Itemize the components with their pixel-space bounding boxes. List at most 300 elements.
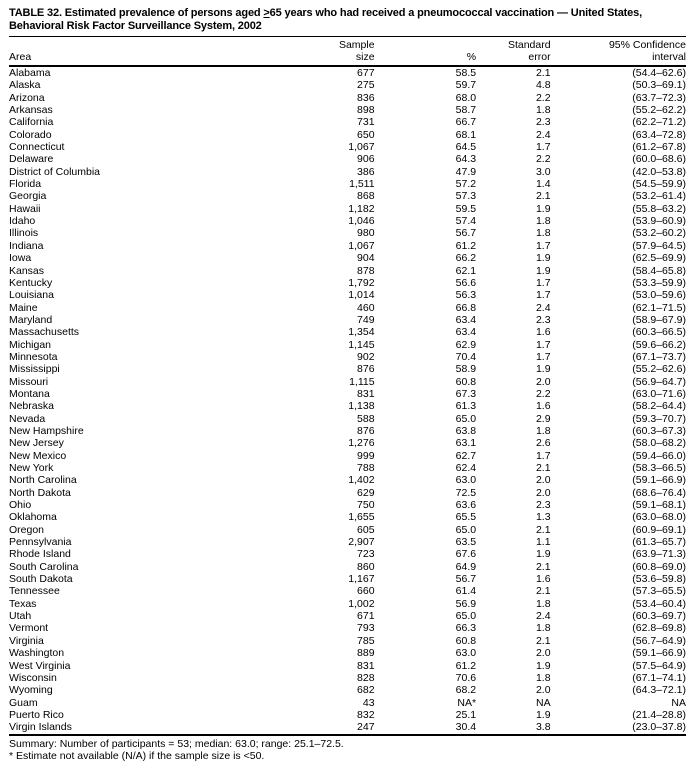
cell-std-error: 2.0 xyxy=(535,647,551,660)
cell-percent: 63.5 xyxy=(455,536,477,549)
table-row xyxy=(9,573,686,585)
table-row xyxy=(9,672,686,684)
table-title-line1 xyxy=(9,7,686,20)
cell-sample-size: 1,167 xyxy=(348,573,375,586)
cell-sample-size: 731 xyxy=(357,116,375,129)
cell-area: Virginia xyxy=(9,634,44,647)
cell-std-error: 2.1 xyxy=(535,462,551,474)
cell-confidence-interval: (57.9–64.5) xyxy=(632,239,686,252)
cell-sample-size: 832 xyxy=(357,708,375,721)
cell-area: New York xyxy=(9,462,54,474)
cell-std-error: 1.8 xyxy=(535,671,551,684)
cell-confidence-interval: (61.3–65.7) xyxy=(632,536,686,549)
title-text-before-geq: TABLE 32. Estimated prevalence of persons aged xyxy=(9,7,264,19)
cell-percent: 65.5 xyxy=(455,511,477,524)
cell-confidence-interval: (58.0–68.2) xyxy=(632,437,686,450)
cell-sample-size: 878 xyxy=(357,264,375,277)
table-row xyxy=(9,400,686,412)
cell-sample-size: 1,182 xyxy=(348,202,375,215)
cell-area: North Carolina xyxy=(9,474,77,487)
cell-std-error: 2.3 xyxy=(535,313,551,326)
cell-confidence-interval: (61.2–67.8) xyxy=(632,141,686,154)
cell-sample-size: 828 xyxy=(357,671,375,684)
cell-std-error: 1.8 xyxy=(535,424,551,437)
col-header-percent: % xyxy=(375,37,477,66)
cell-area: Indiana xyxy=(9,239,44,252)
table-row xyxy=(9,153,686,165)
table-row xyxy=(9,277,686,289)
cell-area: New Mexico xyxy=(9,449,67,462)
cell-area: Wisconsin xyxy=(9,671,57,684)
cell-confidence-interval: (53.3–59.9) xyxy=(632,276,686,289)
cell-area: Massachusetts xyxy=(9,326,80,339)
cell-sample-size: 660 xyxy=(357,585,375,598)
cell-area: Arkansas xyxy=(9,104,53,117)
cell-std-error: 2.1 xyxy=(535,560,551,573)
cell-percent: 68.0 xyxy=(455,91,477,104)
cell-percent: 58.5 xyxy=(455,67,477,79)
col-header-ci-line2: interval xyxy=(652,50,686,63)
cell-percent: 68.2 xyxy=(455,684,477,697)
cell-percent: 56.6 xyxy=(455,276,477,289)
cell-sample-size: 902 xyxy=(357,350,375,363)
cell-percent: 70.6 xyxy=(455,671,477,684)
cell-confidence-interval: (63.0–68.0) xyxy=(632,511,686,524)
table-row xyxy=(9,635,686,647)
cell-area: Washington xyxy=(9,647,65,660)
cell-std-error: 1.1 xyxy=(535,536,551,549)
cell-sample-size: 460 xyxy=(357,301,375,314)
cell-percent: 56.7 xyxy=(455,573,477,586)
cell-std-error: 2.3 xyxy=(535,499,551,512)
cell-std-error: 1.9 xyxy=(535,363,551,376)
table-row xyxy=(9,289,686,301)
cell-percent: 60.8 xyxy=(455,634,477,647)
cell-area: Minnesota xyxy=(9,350,58,363)
cell-area: Illinois xyxy=(9,227,39,240)
cell-confidence-interval: (53.2–61.4) xyxy=(632,190,686,203)
table-row xyxy=(9,450,686,462)
table-row xyxy=(9,561,686,573)
cell-confidence-interval: (58.2–64.4) xyxy=(632,400,686,413)
cell-sample-size: 876 xyxy=(357,363,375,376)
cell-std-error: 1.6 xyxy=(535,326,551,339)
cell-std-error: 2.1 xyxy=(535,67,551,79)
cell-sample-size: 831 xyxy=(357,659,375,672)
footnote-line: * Estimate not available (N/A) if the sample size is <50. xyxy=(9,749,265,762)
cell-area: New Hampshire xyxy=(9,424,84,437)
cell-confidence-interval: (62.2–71.2) xyxy=(632,116,686,129)
cell-std-error: 2.9 xyxy=(535,412,551,425)
cell-percent: 25.1 xyxy=(455,708,477,721)
cell-confidence-interval: (54.4–62.6) xyxy=(632,67,686,79)
table-row xyxy=(9,92,686,104)
cell-percent: 59.5 xyxy=(455,202,477,215)
cell-sample-size: 1,067 xyxy=(348,239,375,252)
table-row xyxy=(9,351,686,363)
cell-percent: 56.9 xyxy=(455,597,477,610)
cell-percent: 30.4 xyxy=(375,721,477,734)
cell-sample-size: 650 xyxy=(357,128,375,141)
cell-std-error: 1.7 xyxy=(535,350,551,363)
cell-sample-size: 749 xyxy=(357,313,375,326)
cell-percent: 59.7 xyxy=(455,79,477,92)
col-header-std-error-line1: Standard xyxy=(507,39,551,51)
cell-percent: 62.9 xyxy=(455,338,477,351)
cell-percent: 61.4 xyxy=(455,585,477,598)
cell-confidence-interval: (58.3–66.5) xyxy=(632,462,686,474)
cell-sample-size: 906 xyxy=(357,153,375,166)
cell-std-error: 2.0 xyxy=(535,375,551,388)
cell-percent: 63.1 xyxy=(455,437,477,450)
cell-sample-size: 788 xyxy=(357,462,375,474)
cell-percent: 63.0 xyxy=(455,647,477,660)
cell-percent: 62.7 xyxy=(455,449,477,462)
table-row xyxy=(9,302,686,314)
cell-percent: 61.3 xyxy=(455,400,477,413)
table-row xyxy=(9,166,686,178)
cell-area: Oklahoma xyxy=(9,511,57,524)
col-header-sample-size xyxy=(314,37,375,66)
cell-percent: 67.6 xyxy=(455,548,477,561)
cell-area: Kansas xyxy=(9,264,45,277)
cell-area: Tennessee xyxy=(9,585,60,598)
table-row xyxy=(9,413,686,425)
table-row xyxy=(9,660,686,672)
cell-std-error: 1.9 xyxy=(535,202,551,215)
cell-area: Utah xyxy=(9,610,32,623)
cell-area: Alabama xyxy=(9,67,51,79)
table-row xyxy=(9,474,686,486)
cell-std-error: 1.6 xyxy=(535,573,551,586)
table-row xyxy=(9,721,686,734)
cell-area: Louisiana xyxy=(9,289,54,302)
cell-sample-size: 785 xyxy=(357,634,375,647)
cell-percent: 63.4 xyxy=(455,326,477,339)
cell-confidence-interval: (55.2–62.6) xyxy=(632,363,686,376)
cell-percent: 66.8 xyxy=(455,301,477,314)
table-row xyxy=(9,511,686,523)
cell-percent: 60.8 xyxy=(455,375,477,388)
cell-sample-size: 836 xyxy=(357,91,375,104)
cell-percent: 64.5 xyxy=(455,141,477,154)
cell-sample-size: 904 xyxy=(357,252,375,265)
cell-area: Wyoming xyxy=(9,684,53,697)
table-row xyxy=(9,227,686,239)
table-row xyxy=(9,697,686,709)
cell-std-error: NA xyxy=(535,696,551,709)
cell-confidence-interval: (68.6–76.4) xyxy=(632,486,686,499)
table-row xyxy=(9,376,686,388)
cell-area: Pennsylvania xyxy=(9,536,72,549)
cell-std-error: 2.3 xyxy=(535,116,551,129)
cell-percent: 64.3 xyxy=(455,153,477,166)
cell-std-error: 1.9 xyxy=(535,264,551,277)
cell-sample-size: 980 xyxy=(357,227,375,240)
cell-sample-size: 1,145 xyxy=(348,338,375,351)
cell-area: Puerto Rico xyxy=(9,708,64,721)
cell-percent: 63.0 xyxy=(455,474,477,487)
cell-std-error: 1.8 xyxy=(535,597,551,610)
table-row xyxy=(9,647,686,659)
cell-std-error: 1.6 xyxy=(535,400,551,413)
cell-std-error: 1.9 xyxy=(535,548,551,561)
cell-sample-size: 605 xyxy=(357,523,375,536)
cell-std-error: 1.8 xyxy=(535,227,551,240)
cell-std-error: 2.0 xyxy=(535,486,551,499)
table-row xyxy=(9,610,686,622)
cell-std-error: 2.2 xyxy=(535,153,551,166)
table-row xyxy=(9,536,686,548)
cell-sample-size: 677 xyxy=(357,67,375,79)
table-row xyxy=(9,487,686,499)
cell-percent: 61.2 xyxy=(455,659,477,672)
cell-confidence-interval: (55.8–63.2) xyxy=(632,202,686,215)
cell-percent: 66.2 xyxy=(455,252,477,265)
cell-sample-size: 588 xyxy=(357,412,375,425)
cell-std-error: 2.4 xyxy=(535,128,551,141)
cell-percent: 70.4 xyxy=(455,350,477,363)
cell-confidence-interval: (58.9–67.9) xyxy=(632,313,686,326)
cell-confidence-interval: (62.5–69.9) xyxy=(632,252,686,265)
table-row xyxy=(9,437,686,449)
cell-confidence-interval: (60.0–68.6) xyxy=(632,153,686,166)
cell-area: West Virginia xyxy=(9,659,71,672)
table-row xyxy=(9,499,686,511)
cell-confidence-interval: (60.9–69.1) xyxy=(632,523,686,536)
cell-sample-size: 889 xyxy=(357,647,375,660)
cell-area: Mississippi xyxy=(9,363,60,376)
cell-std-error: 1.7 xyxy=(535,449,551,462)
cell-confidence-interval: (59.1–66.9) xyxy=(632,647,686,660)
cell-sample-size: 999 xyxy=(357,449,375,462)
cell-percent: 62.1 xyxy=(455,264,477,277)
cell-std-error: 1.3 xyxy=(535,511,551,524)
cell-area: District of Columbia xyxy=(9,165,101,178)
cell-std-error: 1.7 xyxy=(535,239,551,252)
cell-area: Nevada xyxy=(9,412,46,425)
cell-area: New Jersey xyxy=(9,437,64,450)
cell-percent: 56.3 xyxy=(455,289,477,302)
cell-confidence-interval: NA xyxy=(671,696,686,709)
cell-area: South Carolina xyxy=(9,560,79,573)
cell-sample-size: 1,115 xyxy=(349,375,375,388)
cell-sample-size: 1,511 xyxy=(349,178,375,191)
cell-area: Georgia xyxy=(9,190,47,203)
col-header-std-error xyxy=(476,37,550,66)
cell-std-error: 1.8 xyxy=(535,215,551,228)
cell-percent: 72.5 xyxy=(455,486,477,499)
cell-confidence-interval: (53.2–60.2) xyxy=(632,227,686,240)
cell-percent: 68.1 xyxy=(455,128,477,141)
cell-confidence-interval: (59.1–68.1) xyxy=(632,499,686,512)
cell-area: Maine xyxy=(9,301,38,314)
table-row xyxy=(9,585,686,597)
table-row xyxy=(9,388,686,400)
cell-sample-size: 386 xyxy=(357,165,375,178)
cell-std-error: 3.8 xyxy=(476,721,550,734)
cell-percent: NA* xyxy=(457,696,477,709)
cell-confidence-interval: (67.1–74.1) xyxy=(632,671,686,684)
cell-sample-size: 1,002 xyxy=(348,597,375,610)
table-body xyxy=(9,66,686,735)
table-row xyxy=(9,203,686,215)
cell-sample-size: 247 xyxy=(314,721,375,734)
table-title-line2: Behavioral Risk Factor Surveillance System, 2002 xyxy=(9,20,262,32)
title-text-after-geq: 65 years who had received a pneumococcal vaccination — United States, xyxy=(269,7,643,19)
cell-area: Connecticut xyxy=(9,141,65,154)
cell-std-error: 2.0 xyxy=(535,684,551,697)
cell-percent: 57.3 xyxy=(455,190,477,203)
cell-sample-size: 1,655 xyxy=(348,511,375,524)
cell-confidence-interval: (56.7–64.9) xyxy=(632,634,686,647)
cell-std-error: 1.9 xyxy=(535,252,551,265)
table-row xyxy=(9,215,686,227)
prevalence-table xyxy=(9,37,686,736)
cell-std-error: 1.8 xyxy=(535,104,551,117)
cell-area: California xyxy=(9,116,54,129)
cell-area: Iowa xyxy=(9,252,32,265)
cell-area: North Dakota xyxy=(9,486,71,499)
col-header-sample-size-line2: size xyxy=(355,50,375,63)
table-row xyxy=(9,622,686,634)
cell-std-error: 1.9 xyxy=(535,659,551,672)
cell-confidence-interval: (63.7–72.3) xyxy=(632,91,686,104)
cell-area: Montana xyxy=(9,387,50,400)
cell-area: Oregon xyxy=(9,523,45,536)
cell-area: Hawaii xyxy=(9,202,41,215)
cell-area: Ohio xyxy=(9,499,32,512)
geq-symbol: > xyxy=(263,7,270,19)
cell-area: Vermont xyxy=(9,622,49,635)
cell-percent: 65.0 xyxy=(455,610,477,623)
cell-confidence-interval: (60.3–66.5) xyxy=(632,326,686,339)
cell-percent: 66.3 xyxy=(455,622,477,635)
table-row xyxy=(9,104,686,116)
cell-area: Maryland xyxy=(9,313,53,326)
table-row xyxy=(9,339,686,351)
table-header xyxy=(9,37,686,66)
cell-area: Kentucky xyxy=(9,276,53,289)
table-row xyxy=(9,709,686,721)
cell-sample-size: 275 xyxy=(357,79,375,92)
cell-confidence-interval: (50.3–69.1) xyxy=(632,79,686,92)
cell-sample-size: 831 xyxy=(357,387,375,400)
cell-confidence-interval: (57.5–64.9) xyxy=(632,659,686,672)
cell-std-error: 1.7 xyxy=(535,289,551,302)
table-row xyxy=(9,425,686,437)
cell-percent: 47.9 xyxy=(455,165,477,178)
cell-confidence-interval: (57.3–65.5) xyxy=(632,585,686,598)
cell-std-error: 2.1 xyxy=(535,523,551,536)
cell-confidence-interval: (21.4–28.8) xyxy=(632,708,686,721)
cell-std-error: 4.8 xyxy=(535,79,551,92)
cell-percent: 63.4 xyxy=(455,313,477,326)
table-row xyxy=(9,265,686,277)
cell-area: South Dakota xyxy=(9,573,73,586)
table-row xyxy=(9,314,686,326)
table-row xyxy=(9,79,686,91)
cell-confidence-interval: (64.3–72.1) xyxy=(632,684,686,697)
cell-area: Idaho xyxy=(9,215,36,228)
col-header-std-error-line2: error xyxy=(528,50,551,63)
table-row xyxy=(9,178,686,190)
table-row xyxy=(9,548,686,560)
cell-std-error: 2.1 xyxy=(535,585,551,598)
cell-confidence-interval: (63.9–71.3) xyxy=(632,548,686,561)
cell-area: Guam xyxy=(9,696,38,709)
col-header-area: Area xyxy=(9,37,314,66)
table-row xyxy=(9,326,686,338)
cell-confidence-interval: (54.5–59.9) xyxy=(632,178,686,191)
cell-confidence-interval: (42.0–53.8) xyxy=(632,165,686,178)
table-row xyxy=(9,363,686,375)
cell-percent: 61.2 xyxy=(455,239,477,252)
cell-percent: 56.7 xyxy=(455,227,477,240)
cell-percent: 67.3 xyxy=(455,387,477,400)
table-row xyxy=(9,66,686,79)
table-row xyxy=(9,252,686,264)
cell-confidence-interval: (53.9–60.9) xyxy=(632,215,686,228)
cell-std-error: 1.7 xyxy=(535,338,551,351)
cell-sample-size: 860 xyxy=(357,560,375,573)
cell-sample-size: 671 xyxy=(357,610,375,623)
col-header-confidence-interval xyxy=(551,37,686,66)
cell-confidence-interval: (53.6–59.8) xyxy=(632,573,686,586)
cell-sample-size: 43 xyxy=(362,696,375,709)
cell-sample-size: 793 xyxy=(357,622,375,635)
col-header-ci-line1: 95% Confidence xyxy=(608,39,686,51)
cell-sample-size: 629 xyxy=(357,486,375,499)
table-row xyxy=(9,524,686,536)
cell-percent: 58.7 xyxy=(455,104,477,117)
cell-sample-size: 876 xyxy=(357,424,375,437)
cell-sample-size: 898 xyxy=(357,104,375,117)
cell-confidence-interval: (62.1–71.5) xyxy=(632,301,686,314)
cell-area: Texas xyxy=(9,597,37,610)
cell-std-error: 3.0 xyxy=(535,165,551,178)
cell-std-error: 1.7 xyxy=(535,276,551,289)
cell-std-error: 1.9 xyxy=(535,708,551,721)
table-row xyxy=(9,598,686,610)
cell-area: Delaware xyxy=(9,153,54,166)
cell-confidence-interval: (58.4–65.8) xyxy=(632,264,686,277)
cell-std-error: 2.0 xyxy=(535,474,551,487)
cell-sample-size: 723 xyxy=(357,548,375,561)
table-row xyxy=(9,684,686,696)
cell-percent: 57.2 xyxy=(455,178,477,191)
cell-area: Colorado xyxy=(9,128,52,141)
cell-percent: 65.0 xyxy=(455,523,477,536)
cell-sample-size: 750 xyxy=(357,499,375,512)
cell-percent: 65.0 xyxy=(455,412,477,425)
table-row xyxy=(9,141,686,153)
cell-area: Arizona xyxy=(9,91,45,104)
table-header-row xyxy=(9,37,686,66)
cell-std-error: 1.8 xyxy=(535,622,551,635)
cell-sample-size: 1,792 xyxy=(348,276,375,289)
cell-sample-size: 1,276 xyxy=(348,437,375,450)
cell-confidence-interval: (63.4–72.8) xyxy=(632,128,686,141)
cell-confidence-interval: (62.8–69.8) xyxy=(632,622,686,635)
cell-std-error: 2.4 xyxy=(535,610,551,623)
table-title xyxy=(9,7,686,37)
table-row xyxy=(9,190,686,202)
cell-confidence-interval: (59.6–66.2) xyxy=(632,338,686,351)
table-row xyxy=(9,462,686,474)
cell-confidence-interval: (53.0–59.6) xyxy=(632,289,686,302)
table-row xyxy=(9,116,686,128)
